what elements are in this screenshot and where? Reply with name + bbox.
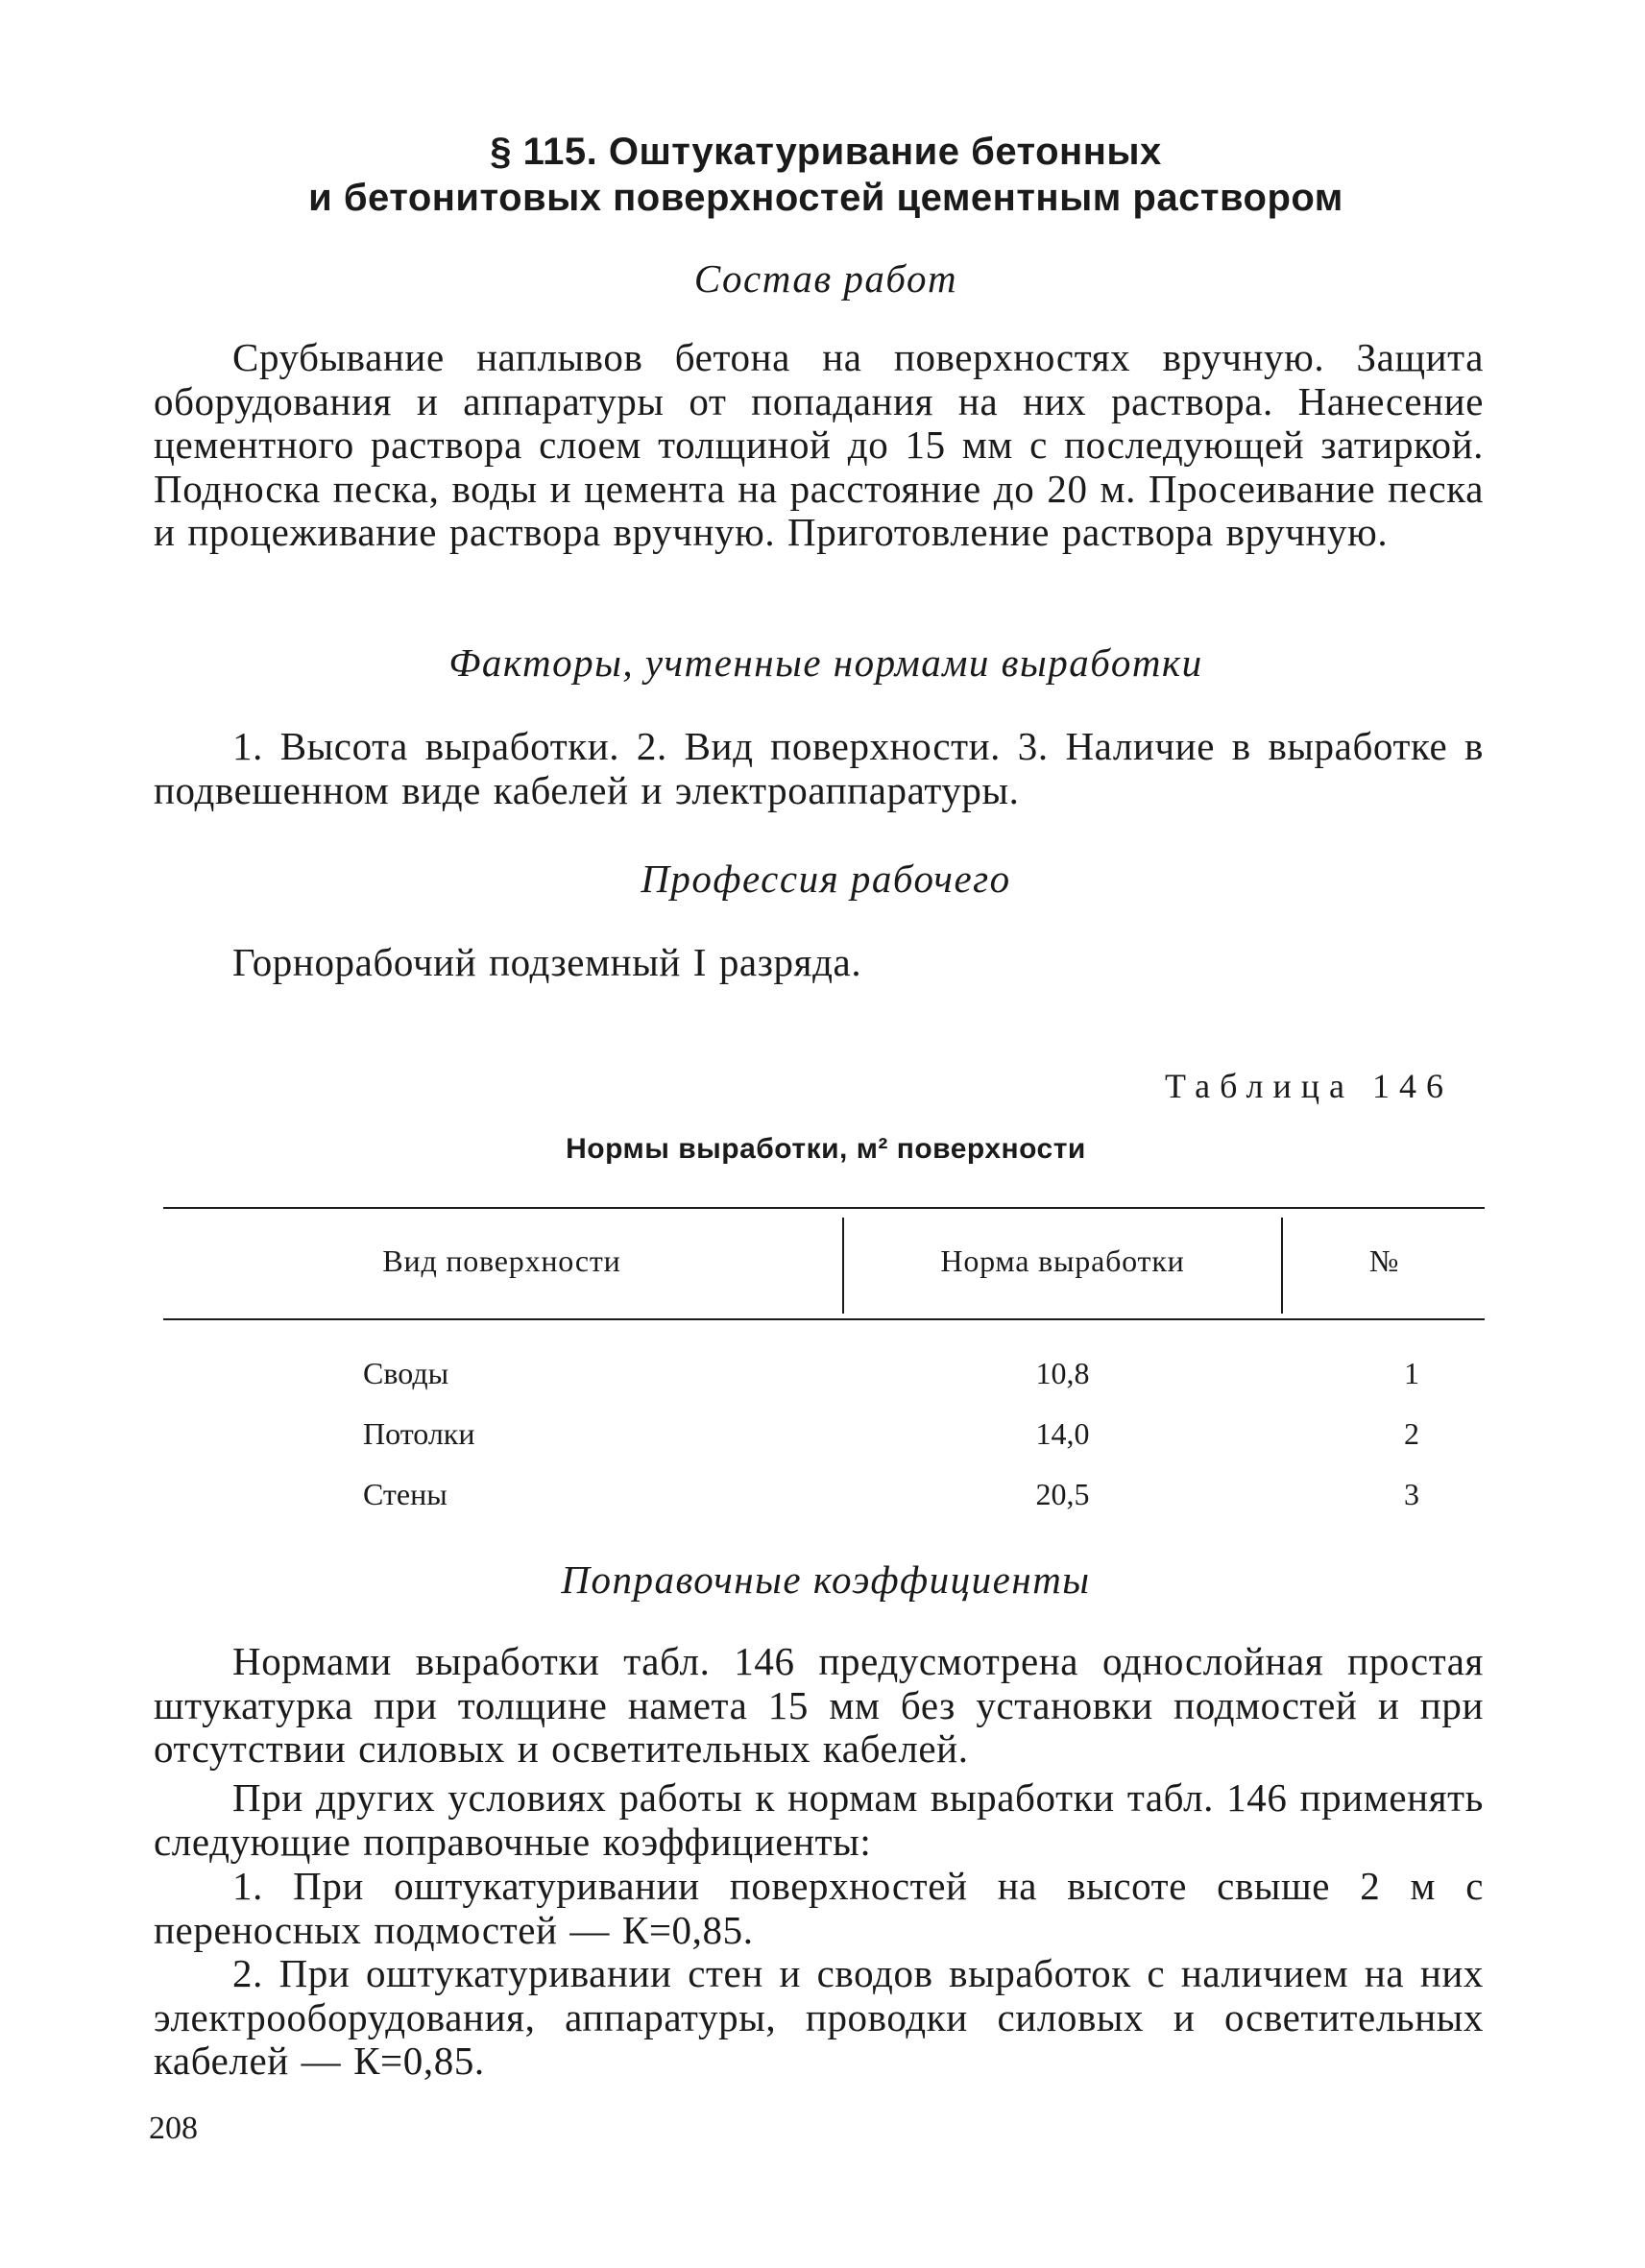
profession-paragraph: Горнорабочий подземный I разряда. (232, 940, 862, 984)
table-header-rule (163, 1318, 1485, 1320)
composition-paragraph: Срубывание наплывов бетона на поверхностях вручную. Защита оборудования и аппаратуры от попадания на них раствора. Нанесение цементного раствора слоем толщиной до 15 мм с последующей затиркой. Подноска песка, воды и цемента на расстояние до 20 м. Просеивание песка и процеживание раствора вручную. Приготовление раствора вручную. (154, 335, 1484, 554)
table-cell-number: 2 (1404, 1416, 1419, 1451)
table-cell-surface: Потолки (363, 1416, 475, 1451)
section-title-line1: § 115. Оштукатуривание бетонных (490, 131, 1162, 173)
table-header-surface: Вид поверхности (382, 1243, 621, 1278)
heading-coefficients: Поправочные коэффициенты (561, 1557, 1091, 1602)
table-header-number: № (1368, 1243, 1400, 1278)
table-caption: Нормы выработки, м² поверхности (566, 1133, 1086, 1165)
table-cell-surface: Своды (363, 1356, 449, 1390)
table-cell-number: 3 (1404, 1477, 1419, 1511)
heading-composition: Состав работ (693, 256, 958, 301)
table-cell-number: 1 (1404, 1356, 1419, 1390)
coefficients-paragraph-1: Нормами выработки табл. 146 предусмотрена однослойная простая штукатурка при толщине намета 15 мм без установки подмостей и при отсутствии силовых и осветительных кабелей. (154, 1639, 1484, 1771)
table-cell-norm: 20,5 (1035, 1477, 1090, 1511)
coefficients-paragraph-4: 2. При оштукатуривании стен и сводов выработок с наличием на них электрооборудования, аппаратуры, проводки силовых и осветительных кабелей — К=0,85. (154, 1951, 1484, 2083)
coefficients-paragraph-2: При других условиях работы к нормам выработки табл. 146 применять следующие поправочные коэффициенты: (154, 1775, 1484, 1864)
table-cell-surface: Стены (363, 1477, 448, 1511)
heading-profession: Профессия рабочего (641, 857, 1011, 901)
heading-factors: Факторы, учтенные нормами выработки (448, 640, 1203, 685)
table-column-divider (842, 1218, 844, 1314)
table-label: Таблица 146 (1165, 1067, 1453, 1105)
factors-paragraph: 1. Высота выработки. 2. Вид поверхности. 3. Наличие в выработке в подвешенном виде кабелей и электроаппаратуры. (154, 724, 1484, 812)
page-number: 208 (149, 2111, 198, 2146)
table-cell-norm: 10,8 (1035, 1356, 1090, 1390)
table-top-rule (163, 1207, 1485, 1209)
coefficients-paragraph-3: 1. При оштукатуривании поверхностей на высоте свыше 2 м с переносных подмостей — К=0,85. (154, 1864, 1484, 1952)
table-header-norm: Норма выработки (940, 1243, 1185, 1278)
table-cell-norm: 14,0 (1035, 1416, 1090, 1451)
section-title-line2: и бетонитовых поверхностей цементным раствором (308, 177, 1343, 219)
table-column-divider (1281, 1218, 1283, 1314)
